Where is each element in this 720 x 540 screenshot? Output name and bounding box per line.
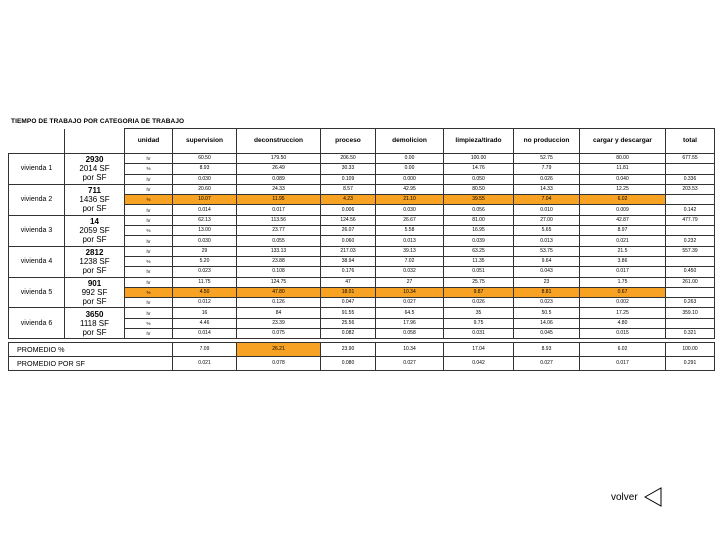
value-cell: 0.023: [173, 267, 237, 277]
unit-cell: %: [125, 226, 173, 236]
value-cell: 0.060: [321, 236, 376, 246]
table-row: [9, 215, 715, 225]
info-line: por SF: [82, 266, 107, 276]
value-cell: 206.50: [321, 154, 376, 164]
info-line: por SF: [82, 173, 107, 183]
value-cell: 29: [173, 246, 237, 256]
value-cell: 0.082: [321, 329, 376, 339]
value-cell: 0.050: [444, 174, 514, 184]
value-cell: 50.5: [514, 308, 580, 318]
value-cell: 21.10: [376, 195, 444, 205]
value-cell: 124.75: [237, 277, 321, 287]
value-cell: 0.002: [580, 298, 666, 308]
value-cell: 9.75: [444, 318, 514, 328]
value-cell: 11.35: [444, 256, 514, 266]
table-row: [9, 184, 715, 194]
value-cell: 14.06: [514, 318, 580, 328]
unit-cell: %: [125, 256, 173, 266]
value-cell: 7.79: [514, 164, 580, 174]
value-cell: 0.013: [376, 236, 444, 246]
header-total: total: [666, 129, 715, 154]
summary-value: 0.078: [237, 357, 321, 371]
value-cell: 38.94: [321, 256, 376, 266]
summary-value: 100.00: [666, 343, 715, 357]
value-cell: 27.00: [514, 215, 580, 225]
value-cell: 14.33: [514, 184, 580, 194]
info-line: 2014 SF: [79, 164, 110, 174]
value-cell: 0.67: [580, 287, 666, 297]
vivienda-info: [65, 246, 125, 277]
info-line: 1238 SF: [79, 257, 110, 267]
value-cell: 359.10: [666, 308, 715, 318]
work-time-table: [8, 128, 715, 371]
value-cell: 0.021: [580, 236, 666, 246]
value-cell: 8.93: [173, 164, 237, 174]
value-cell: 0.047: [321, 298, 376, 308]
value-cell: [666, 256, 715, 266]
value-cell: 0.075: [237, 329, 321, 339]
value-cell: 81.00: [444, 215, 514, 225]
header-blank: [65, 129, 125, 154]
unit-cell: %: [125, 164, 173, 174]
vivienda-info: [65, 215, 125, 246]
value-cell: 84: [237, 308, 321, 318]
value-cell: 17.25: [580, 308, 666, 318]
value-cell: 0.006: [321, 205, 376, 215]
header-no-produccion: no produccion: [514, 129, 580, 154]
value-cell: 16: [173, 308, 237, 318]
info-line: 711: [88, 186, 101, 196]
value-cell: 477.79: [666, 215, 715, 225]
summary-value: 6.02: [580, 343, 666, 357]
value-cell: 0.00: [376, 154, 444, 164]
value-cell: 26.49: [237, 164, 321, 174]
summary-value: 23.90: [321, 343, 376, 357]
value-cell: 203.53: [666, 184, 715, 194]
value-cell: 0.051: [444, 267, 514, 277]
value-cell: 0.450: [666, 267, 715, 277]
value-cell: 6.02: [580, 195, 666, 205]
value-cell: [666, 195, 715, 205]
unit-cell: %: [125, 318, 173, 328]
summary-value: 0.021: [173, 357, 237, 371]
value-cell: 0.026: [444, 298, 514, 308]
value-cell: 0.015: [580, 329, 666, 339]
unit-cell: hr: [125, 205, 173, 215]
table-row: [9, 308, 715, 318]
value-cell: 8.57: [321, 184, 376, 194]
summary-value: 0.017: [580, 357, 666, 371]
value-cell: [666, 318, 715, 328]
value-cell: 25.56: [321, 318, 376, 328]
table-row: [9, 154, 715, 164]
info-line: 1436 SF: [79, 195, 110, 205]
value-cell: 91.55: [321, 308, 376, 318]
value-cell: 26.07: [321, 226, 376, 236]
value-cell: 8.81: [514, 287, 580, 297]
value-cell: 0.010: [514, 205, 580, 215]
value-cell: 0.031: [444, 329, 514, 339]
header-blank: [9, 129, 65, 154]
value-cell: 0.176: [321, 267, 376, 277]
unit-cell: hr: [125, 246, 173, 256]
value-cell: 10.07: [173, 195, 237, 205]
value-cell: 0.026: [514, 174, 580, 184]
value-cell: 52.75: [514, 154, 580, 164]
vivienda-name: vivienda 6: [9, 308, 65, 339]
volver-link[interactable]: [611, 487, 662, 507]
unit-cell: hr: [125, 174, 173, 184]
value-cell: 23.77: [237, 226, 321, 236]
value-cell: 261.00: [666, 277, 715, 287]
header-cargar: cargar y descargar: [580, 129, 666, 154]
value-cell: 0.014: [173, 205, 237, 215]
info-line: por SF: [82, 327, 107, 337]
value-cell: 11.95: [237, 195, 321, 205]
value-cell: 0.013: [514, 236, 580, 246]
value-cell: 179.50: [237, 154, 321, 164]
value-cell: 0.030: [376, 205, 444, 215]
value-cell: 0.032: [376, 267, 444, 277]
vivienda-name: vivienda 2: [9, 184, 65, 215]
vivienda-name: vivienda 4: [9, 246, 65, 277]
summary-value: 0.291: [666, 357, 715, 371]
value-cell: 13.00: [173, 226, 237, 236]
vivienda-name: vivienda 3: [9, 215, 65, 246]
unit-cell: hr: [125, 298, 173, 308]
value-cell: 25.75: [444, 277, 514, 287]
value-cell: 0.056: [444, 205, 514, 215]
value-cell: 7.04: [514, 195, 580, 205]
value-cell: 20.60: [173, 184, 237, 194]
summary-value: 17.04: [444, 343, 514, 357]
summary-value: 26.21: [237, 343, 321, 357]
value-cell: 5.65: [514, 226, 580, 236]
value-cell: 47.80: [237, 287, 321, 297]
vivienda-info: [65, 154, 125, 185]
value-cell: 557.39: [666, 246, 715, 256]
unit-cell: hr: [125, 308, 173, 318]
unit-cell: hr: [125, 236, 173, 246]
value-cell: 39.55: [444, 195, 514, 205]
info-line: 992 SF: [81, 288, 108, 297]
volver-label: volver: [611, 491, 638, 503]
vivienda-info: [65, 184, 125, 215]
unit-cell: hr: [125, 154, 173, 164]
value-cell: 4.80: [580, 318, 666, 328]
value-cell: 18.01: [321, 287, 376, 297]
value-cell: 0.321: [666, 329, 715, 339]
value-cell: 23.39: [237, 318, 321, 328]
value-cell: 133.13: [237, 246, 321, 256]
value-cell: 39.13: [376, 246, 444, 256]
header-row: [9, 129, 715, 154]
value-cell: 0.009: [580, 205, 666, 215]
value-cell: 47: [321, 277, 376, 287]
table-row: [9, 277, 715, 287]
value-cell: 63.25: [444, 246, 514, 256]
summary-value: 0.027: [376, 357, 444, 371]
value-cell: 0.058: [376, 329, 444, 339]
info-line: 2059 SF: [79, 226, 110, 236]
info-line: 2930: [85, 155, 104, 165]
value-cell: 0.030: [173, 174, 237, 184]
summary-value: 0.080: [321, 357, 376, 371]
info-line: por SF: [82, 204, 107, 214]
summary-label: PROMEDIO POR SF: [9, 357, 173, 371]
value-cell: 113.56: [237, 215, 321, 225]
value-cell: 0.108: [237, 267, 321, 277]
value-cell: 0.232: [666, 236, 715, 246]
summary-value: 0.042: [444, 357, 514, 371]
header-supervision: supervision: [173, 129, 237, 154]
triangle-left-icon: [644, 487, 662, 507]
value-cell: 11.75: [173, 277, 237, 287]
value-cell: 0.043: [514, 267, 580, 277]
unit-cell: hr: [125, 329, 173, 339]
header-limpieza: limpieza/tirado: [444, 129, 514, 154]
value-cell: 0.00: [376, 164, 444, 174]
value-cell: 0.336: [666, 174, 715, 184]
value-cell: 0.017: [237, 205, 321, 215]
value-cell: 5.58: [376, 226, 444, 236]
value-cell: 5.20: [173, 256, 237, 266]
value-cell: 1.75: [580, 277, 666, 287]
table-row: [9, 246, 715, 256]
value-cell: 80.00: [580, 154, 666, 164]
unit-cell: %: [125, 287, 173, 297]
value-cell: 7.02: [376, 256, 444, 266]
summary-value: 8.93: [514, 343, 580, 357]
value-cell: 0.263: [666, 298, 715, 308]
table-title: TIEMPO DE TRABAJO POR CATEGORIA DE TRABAJO: [11, 118, 185, 125]
summary-row: [9, 343, 715, 357]
value-cell: 9.64: [514, 256, 580, 266]
info-line: 1118 SF: [79, 318, 110, 328]
summary-row: [9, 357, 715, 371]
unit-cell: hr: [125, 215, 173, 225]
value-cell: 0.109: [321, 174, 376, 184]
value-cell: 3.86: [580, 256, 666, 266]
value-cell: 100.00: [444, 154, 514, 164]
value-cell: 60.50: [173, 154, 237, 164]
summary-value: 10.34: [376, 343, 444, 357]
value-cell: 8.97: [580, 226, 666, 236]
value-cell: 0.000: [376, 174, 444, 184]
vivienda-info: [65, 277, 125, 308]
vivienda-info: [65, 308, 125, 339]
vivienda-name: vivienda 5: [9, 277, 65, 308]
value-cell: 0.039: [444, 236, 514, 246]
value-cell: 35: [444, 308, 514, 318]
summary-label: PROMEDIO %: [9, 343, 173, 357]
value-cell: 0.012: [173, 298, 237, 308]
value-cell: [666, 226, 715, 236]
value-cell: 0.055: [237, 236, 321, 246]
value-cell: 4.46: [173, 318, 237, 328]
header-proceso: proceso: [321, 129, 376, 154]
info-line: 14: [90, 217, 99, 227]
info-line: por SF: [82, 235, 107, 245]
value-cell: 217.03: [321, 246, 376, 256]
info-line: por SF: [82, 297, 107, 306]
value-cell: 4.23: [321, 195, 376, 205]
header-deconstruccion: deconstruccion: [237, 129, 321, 154]
value-cell: 11.81: [580, 164, 666, 174]
info-line: 2812: [85, 248, 104, 258]
value-cell: 23: [514, 277, 580, 287]
unit-cell: hr: [125, 184, 173, 194]
value-cell: 0.045: [514, 329, 580, 339]
value-cell: 21.5: [580, 246, 666, 256]
value-cell: 677.55: [666, 154, 715, 164]
value-cell: 0.014: [173, 329, 237, 339]
value-cell: 80.50: [444, 184, 514, 194]
value-cell: 27: [376, 277, 444, 287]
value-cell: 62.13: [173, 215, 237, 225]
value-cell: 42.87: [580, 215, 666, 225]
value-cell: [666, 164, 715, 174]
value-cell: 42.95: [376, 184, 444, 194]
value-cell: 0.040: [580, 174, 666, 184]
value-cell: 16.95: [444, 226, 514, 236]
value-cell: 24.33: [237, 184, 321, 194]
value-cell: 124.56: [321, 215, 376, 225]
info-line: 3650: [85, 309, 104, 319]
value-cell: 26.67: [376, 215, 444, 225]
vivienda-name: vivienda 1: [9, 154, 65, 185]
value-cell: 30.33: [321, 164, 376, 174]
value-cell: 0.023: [514, 298, 580, 308]
value-cell: 23.88: [237, 256, 321, 266]
unit-cell: hr: [125, 277, 173, 287]
info-line: 901: [87, 279, 102, 288]
value-cell: 12.25: [580, 184, 666, 194]
header-demolicion: demolicion: [376, 129, 444, 154]
value-cell: 9.87: [444, 287, 514, 297]
value-cell: 17.96: [376, 318, 444, 328]
value-cell: 10.34: [376, 287, 444, 297]
summary-value: 7.09: [173, 343, 237, 357]
value-cell: 0.017: [580, 267, 666, 277]
header-unidad: unidad: [125, 129, 173, 154]
value-cell: 0.027: [376, 298, 444, 308]
unit-cell: %: [125, 195, 173, 205]
value-cell: 4.50: [173, 287, 237, 297]
value-cell: 0.089: [237, 174, 321, 184]
value-cell: 0.142: [666, 205, 715, 215]
value-cell: 14.76: [444, 164, 514, 174]
value-cell: 64.5: [376, 308, 444, 318]
value-cell: 0.126: [237, 298, 321, 308]
summary-value: 0.027: [514, 357, 580, 371]
value-cell: [666, 287, 715, 297]
value-cell: 53.75: [514, 246, 580, 256]
unit-cell: hr: [125, 267, 173, 277]
value-cell: 0.030: [173, 236, 237, 246]
